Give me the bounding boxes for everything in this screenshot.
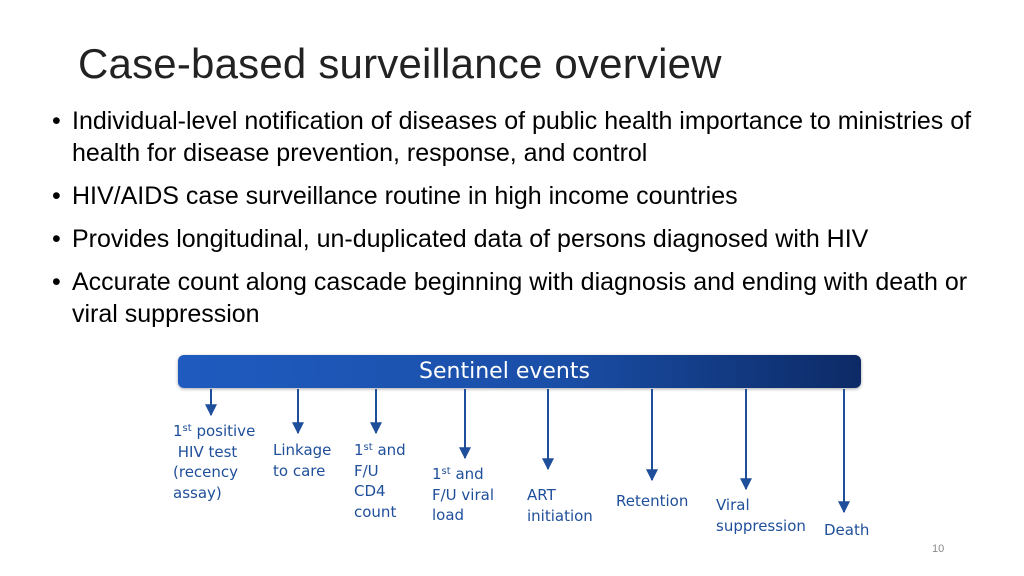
event-art: ART initiation [527, 486, 593, 525]
event-viral-load [432, 464, 494, 526]
event-retention: Retention [616, 492, 689, 510]
event-ordinal: 1 [354, 441, 364, 459]
bullet-item: • Accurate count along cascade beginning with diagnosis and ending with death or viral suppression [52, 266, 982, 330]
event-cd4 [354, 440, 406, 522]
event-ordinal: 1 [432, 465, 442, 483]
event-linkage: Linkage to care [273, 441, 332, 480]
bullet-item: • Provides longitudinal, un-duplicated data of persons diagnosed with HIV [52, 223, 982, 255]
event-ordinal-suffix: st [363, 442, 373, 453]
event-suppression: Viral suppression [716, 496, 806, 535]
event-ordinal-suffix: st [182, 423, 192, 434]
event-label: positive HIV test (recency assay) [173, 422, 256, 502]
event-ordinal-suffix: st [441, 466, 451, 477]
event-label: and F/U CD4 count [354, 441, 406, 521]
slide-title: Case-based surveillance overview [78, 40, 722, 87]
event-ordinal: 1 [173, 422, 183, 440]
banner-label: Sentinel events [419, 359, 590, 384]
bullet-item: • HIV/AIDS case surveillance routine in high income countries [52, 180, 982, 212]
event-positive-test [173, 421, 255, 503]
page-number: 10 [932, 543, 945, 555]
event-label: and F/U viral load [432, 465, 494, 524]
event-death: Death [824, 521, 870, 539]
bullet-item: • Individual-level notification of diseases of public health importance to ministries of health for disease prevention, response, and control [52, 105, 982, 169]
